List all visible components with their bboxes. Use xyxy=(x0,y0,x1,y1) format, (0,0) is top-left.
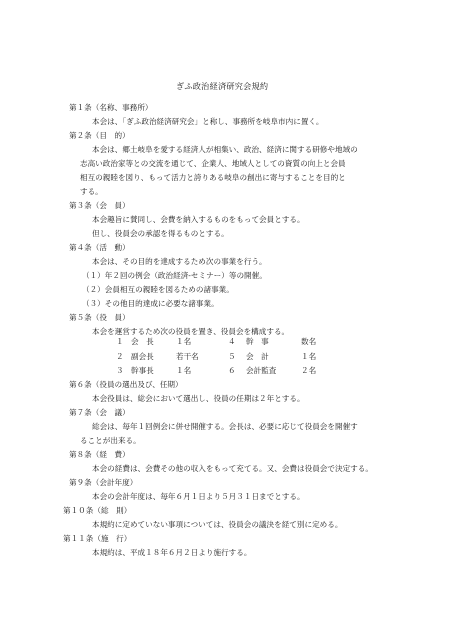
article-4-item: （３）その他目的達成に必要な諸事業。 xyxy=(82,299,219,308)
officer-count: ２名 xyxy=(301,366,317,375)
officer-role: 幹 事 xyxy=(246,337,269,346)
article-1-heading: 第１条（名称、事務所） xyxy=(69,103,153,112)
article-3-text: 本会趣旨に賛同し、会費を納入するものをもって会員とする。 xyxy=(92,215,305,224)
officer-number: １ xyxy=(116,337,124,346)
article-8-heading: 第８条（経 費） xyxy=(69,450,130,459)
article-8-text: 本会の経費は、会費その他の収入をもって充てる。又、会費は役員会で決定する。 xyxy=(92,464,373,473)
officers-row xyxy=(116,366,376,381)
officer-count: １名 xyxy=(301,351,317,361)
article-4-item: （１）年２回の例会（政治経済-セミナー）等の開催。 xyxy=(82,271,267,280)
article-11-heading: 第１１条（施 行） xyxy=(63,534,132,543)
officer-role: 会 計 xyxy=(246,351,269,361)
officer-number: ６ xyxy=(228,366,236,375)
officer-role: 副会長 xyxy=(131,351,154,361)
officers-row xyxy=(116,352,376,367)
officer-count: 若干名 xyxy=(176,351,199,361)
article-9-heading: 第９条（会計年度） xyxy=(69,478,138,487)
article-4-heading: 第４条（活 動） xyxy=(69,243,130,252)
article-10-text: 本規約に定めていない事項については、役員会の議決を経て別に定める。 xyxy=(92,520,343,529)
officer-role: 会 長 xyxy=(131,337,154,346)
article-3-heading: 第３条（会 員） xyxy=(69,201,130,210)
article-1-text: 本会は、「ぎふ政治経済研究会」と称し、事務所を岐阜市内に置く。 xyxy=(92,117,324,126)
article-3-text: 但し、役員会の承認を得るものとする。 xyxy=(92,229,229,238)
article-6-heading: 第６条（役員の選出及び、任期） xyxy=(69,380,183,389)
article-2-text: 相互の親睦を図り、もって活力と誇りある岐阜の創出に寄与することを目的と xyxy=(80,173,346,182)
article-9-text: 本会の会計年度は、毎年６月１日より５月３１日までとする。 xyxy=(92,492,305,501)
officer-role: 会計監査 xyxy=(246,366,277,375)
article-10-heading: 第１０条（総 則） xyxy=(63,506,132,515)
article-2-text: 本会は、郷土岐阜を愛する経済人が相集い、政治、経済に関する研修や地域の xyxy=(92,145,358,154)
officer-count: １名 xyxy=(176,366,192,375)
officer-role: 幹事長 xyxy=(131,366,154,375)
article-7-text: 総会は、毎年１回例会に併せ開催する。会長は、必要に応じて役員会を開催す xyxy=(92,422,358,431)
article-4-item: （２）会員相互の親睦を図るための諸事業。 xyxy=(82,285,234,294)
officer-count: 数名 xyxy=(301,337,317,346)
article-6-text: 本会役員は、総会において選出し、役員の任期は２年とする。 xyxy=(92,394,305,403)
article-7-heading: 第７条（会 議） xyxy=(69,408,130,417)
article-2-heading: 第２条（目 的） xyxy=(69,131,130,140)
officer-count: １名 xyxy=(176,337,192,346)
officer-number: ５ xyxy=(228,351,236,361)
article-7-text: ることが出来る。 xyxy=(80,436,141,445)
document-title: ぎふ政治経済研究会規約 xyxy=(176,81,269,91)
article-2-text: 志高い政治家等との交流を通じて、企業人、地域人としての資質の向上と会員 xyxy=(80,159,346,168)
article-5-heading: 第５条（役 員） xyxy=(69,313,130,322)
officer-number: ３ xyxy=(116,366,124,375)
article-2-text: する。 xyxy=(80,187,103,196)
article-4-text: 本会は、その目的を達成するため次の事業を行う。 xyxy=(92,257,267,266)
officer-number: ２ xyxy=(116,351,124,361)
article-11-text: 本規約は、平成１８年６月２日より施行する。 xyxy=(92,548,252,557)
article-5-text: 本会を運営するため次の役員を置き、役員会を構成する。 xyxy=(92,327,290,336)
officer-number: ４ xyxy=(228,337,236,346)
officers-row xyxy=(116,337,376,352)
officers-table xyxy=(116,337,376,381)
